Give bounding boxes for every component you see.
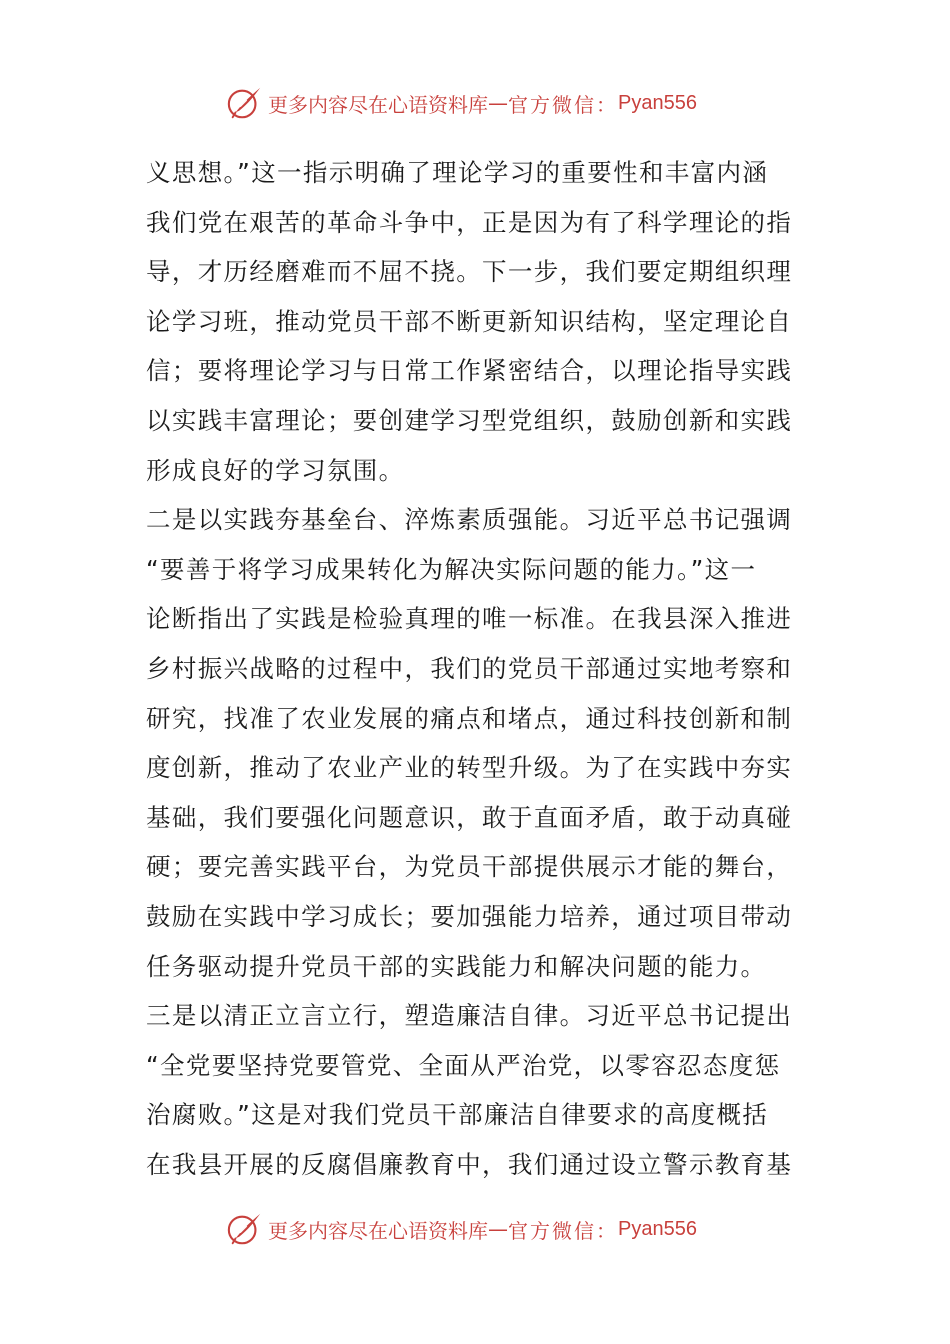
text-line: 义思想。”这一指示明确了理论学习的重要性和丰富内涵 (146, 158, 769, 187)
text-line: 鼓励在实践中学习成长；要加强能力培养，通过项目带动 (146, 901, 793, 931)
text-line: 任务驱动提升党员干部的实践能力和解决问题的能力。 (146, 951, 767, 981)
text-line: “要善于将学习成果转化为解决实际问题的能力。”这一 (146, 554, 757, 584)
text-line: “全党要坚持党要管党、全面从严治党，以零容忍态度惩 (146, 1050, 781, 1080)
banner-wechat-id: Pyan556 (618, 1217, 697, 1240)
text-line: 论断指出了实践是检验真理的唯一标准。在我县深入推进 (146, 604, 793, 634)
quill-pen-circle-icon (226, 1210, 264, 1248)
text-line: 信；要将理论学习与日常工作紧密结合，以理论指导实践 (146, 356, 793, 386)
text-line: 硬；要完善实践平台，为党员干部提供展示才能的舞台， (146, 852, 793, 882)
text-line: 形成良好的学习氛围。 (146, 455, 405, 485)
header-watermark-banner (226, 83, 697, 123)
banner-dash: — (488, 1217, 508, 1241)
banner-wechat-label: 官方微信： (508, 1218, 618, 1243)
text-line: 论学习班，推动党员干部不断更新知识结构，坚定理论自 (146, 306, 793, 336)
banner-title: 更多内容尽在心语资料库 (268, 92, 488, 117)
text-line: 二是以实践夯基垒台、淬炼素质强能。习近平总书记强调 (146, 505, 793, 535)
text-line: 基础，我们要强化问题意识，敢于直面矛盾，敢于动真碰 (146, 802, 793, 832)
banner-dash: — (488, 91, 508, 115)
banner-wechat-label: 官方微信： (508, 92, 618, 117)
text-line: 以实践丰富理论；要创建学习型党组织，鼓励创新和实践 (146, 405, 793, 435)
text-line: 三是以清正立言立行，塑造廉洁自律。习近平总书记提出 (146, 1001, 793, 1031)
text-line: 治腐败。”这是对我们党员干部廉洁自律要求的高度概括 (146, 1100, 769, 1130)
banner-wechat-id: Pyan556 (618, 91, 697, 114)
text-line: 研究，找准了农业发展的痛点和堵点，通过科技创新和制 (146, 703, 793, 733)
text-line: 乡村振兴战略的过程中，我们的党员干部通过实地考察和 (146, 653, 793, 683)
banner-title: 更多内容尽在心语资料库 (268, 1218, 488, 1243)
text-line: 在我县开展的反腐倡廉教育中，我们通过设立警示教育基 (146, 1149, 793, 1179)
text-line: 我们党在艰苦的革命斗争中，正是因为有了科学理论的指 (146, 207, 793, 237)
quill-pen-circle-icon (226, 84, 264, 122)
text-line: 导，才历经磨难而不屈不挠。下一步，我们要定期组织理 (146, 257, 793, 287)
body-text (146, 148, 816, 1189)
text-line: 度创新，推动了农业产业的转型升级。为了在实践中夯实 (146, 753, 793, 783)
footer-watermark-banner (226, 1209, 697, 1249)
